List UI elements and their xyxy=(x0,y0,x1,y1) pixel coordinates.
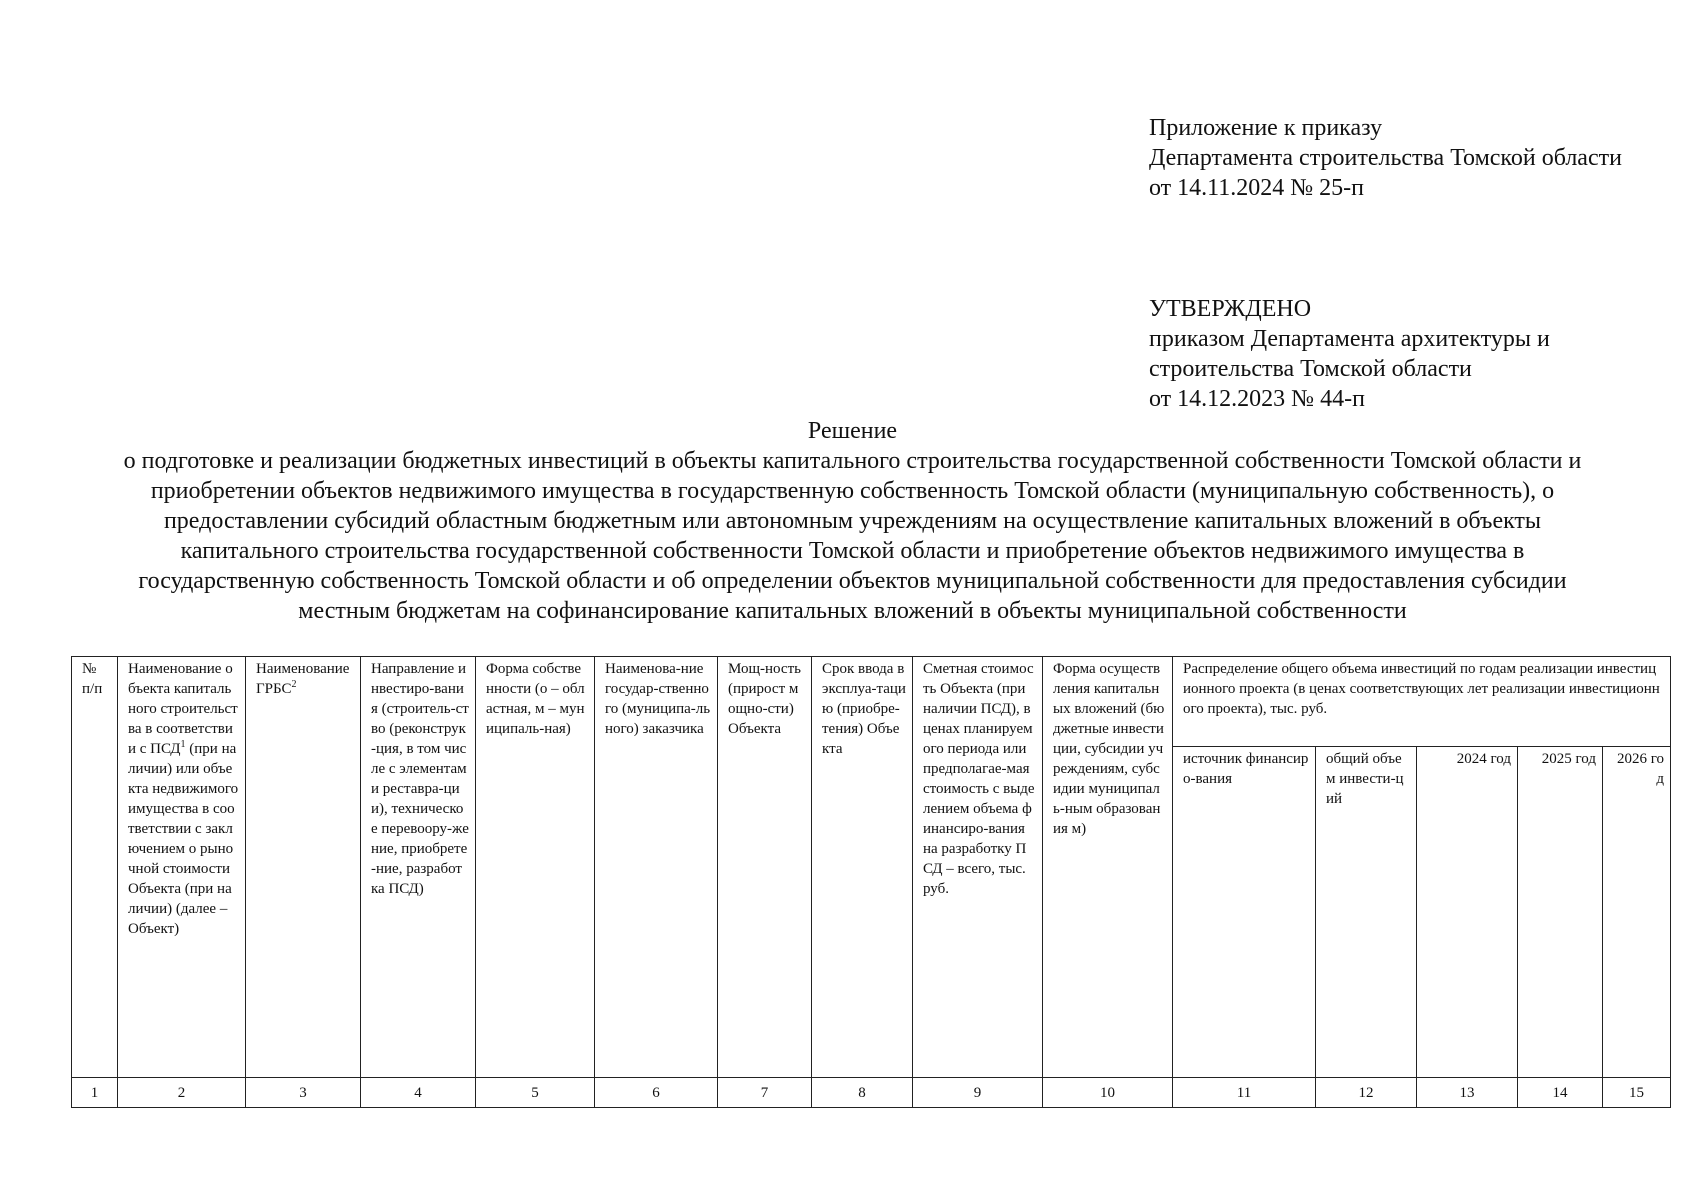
header-cell-distribution: Распределение общего объема инвестиций по годам реализации инвестиционного проекта (в ценах соответствующих лет реализации инвестиционного проекта), тыс. руб. xyxy=(1173,657,1671,747)
column-number: 13 xyxy=(1417,1078,1518,1108)
header-cell-total-investment: общий объем инвести-ций xyxy=(1316,747,1417,1078)
header-cell-investment-direction: Направление инвестиро-вания (строитель-ство (реконструк-ция, в том числе с элементами реставра-ции), техническое перевоору-жение, приобрете-ние, разработка ПСД) xyxy=(361,657,476,1078)
approval-heading: УТВЕРЖДЕНО xyxy=(1149,296,1312,322)
column-number: 14 xyxy=(1518,1078,1603,1108)
decision-title: Решение xyxy=(807,418,898,444)
column-number: 7 xyxy=(718,1078,812,1108)
header-cell-year-2024: 2024 год xyxy=(1417,747,1518,1078)
column-number-row xyxy=(72,1078,1671,1108)
header-text: Наименование объекта капитального строительства в соответствии с ПСД xyxy=(128,661,238,757)
column-number: 2 xyxy=(118,1078,246,1108)
decision-table xyxy=(71,656,1671,1108)
header-cell-estimated-cost: Сметная стоимость Объекта (при наличии ПСД), в ценах планируемого периода или предполагае-мая стоимость с выделением объема финансиро-вания на разработку ПСД – всего, тыс. руб. xyxy=(913,657,1043,1078)
header-text: Наименование ГРБС xyxy=(256,661,350,697)
header-cell-customer: Наименова-ние государ-ственного (муниципа-льного) заказчика xyxy=(595,657,718,1078)
column-number: 10 xyxy=(1043,1078,1173,1108)
header-cell-year-2026: 2026 год xyxy=(1603,747,1671,1078)
header-cell-number: № п/п xyxy=(72,657,118,1078)
decision-body: о подготовке и реализации бюджетных инвестиций в объекты капитального строительства государственной собственности Томской области и приобретении объектов недвижимого имущества в государственную собственность Томской области (муниципальную собственность), о предоставлении субсидий областным бюджетным или автономным учреждениям на осуществление капитальных вложений в объекты капитального строительства государственной собственности Томской области и приобретение объектов недвижимого имущества в государственную собственность Томской области и об определении объектов муниципальной собственности для предоставления субсидии местным бюджетам на софинансирование капитальных вложений в объекты муниципальной собственности xyxy=(123,448,1582,624)
appendix-line: от 14.11.2024 № 25-п xyxy=(1149,175,1365,201)
appendix-block xyxy=(1149,113,1669,203)
header-cell-funding-source: источник финансиро-вания xyxy=(1173,747,1316,1078)
column-number: 9 xyxy=(913,1078,1043,1108)
appendix-line: Департамента строительства Томской области xyxy=(1149,145,1622,171)
header-cell-capacity: Мощ-ность (прирост мощно-сти) Объекта xyxy=(718,657,812,1078)
header-cell-grbs xyxy=(246,657,361,1078)
header-text: (при наличии) или объекта недвижимого имущества в соответствии с заключением о рыночной стоимости Объекта (при наличии) (далее – Объект) xyxy=(128,741,239,937)
column-number: 11 xyxy=(1173,1078,1316,1108)
header-cell-commissioning-date: Срок ввода в эксплуа-тацию (приобре-тения) Объекта xyxy=(812,657,913,1078)
column-number: 12 xyxy=(1316,1078,1417,1108)
header-cell-investment-form: Форма осуществления капитальных вложений (бюджетные инвестиции, субсидии учреждениям, субсидии муниципаль-ным образования м) xyxy=(1043,657,1173,1078)
column-number: 3 xyxy=(246,1078,361,1108)
header-cell-year-2025: 2025 год xyxy=(1518,747,1603,1078)
footnote-marker: 2 xyxy=(291,679,297,690)
header-row-top xyxy=(72,657,1671,747)
column-number: 6 xyxy=(595,1078,718,1108)
footnote-marker: 1 xyxy=(180,739,186,750)
header-cell-object-name xyxy=(118,657,246,1078)
column-number: 1 xyxy=(72,1078,118,1108)
approval-line: приказом Департамента архитектуры и xyxy=(1149,326,1550,352)
appendix-line: Приложение к приказу xyxy=(1149,115,1383,141)
column-number: 5 xyxy=(476,1078,595,1108)
column-number: 4 xyxy=(361,1078,476,1108)
approval-line: строительства Томской области xyxy=(1149,356,1472,382)
approval-block xyxy=(1149,294,1669,414)
column-number: 15 xyxy=(1603,1078,1671,1108)
approval-line: от 14.12.2023 № 44-п xyxy=(1149,386,1365,412)
column-number: 8 xyxy=(812,1078,913,1108)
header-cell-ownership-form: Форма собственности (о – областная, м – муниципаль-ная) xyxy=(476,657,595,1078)
